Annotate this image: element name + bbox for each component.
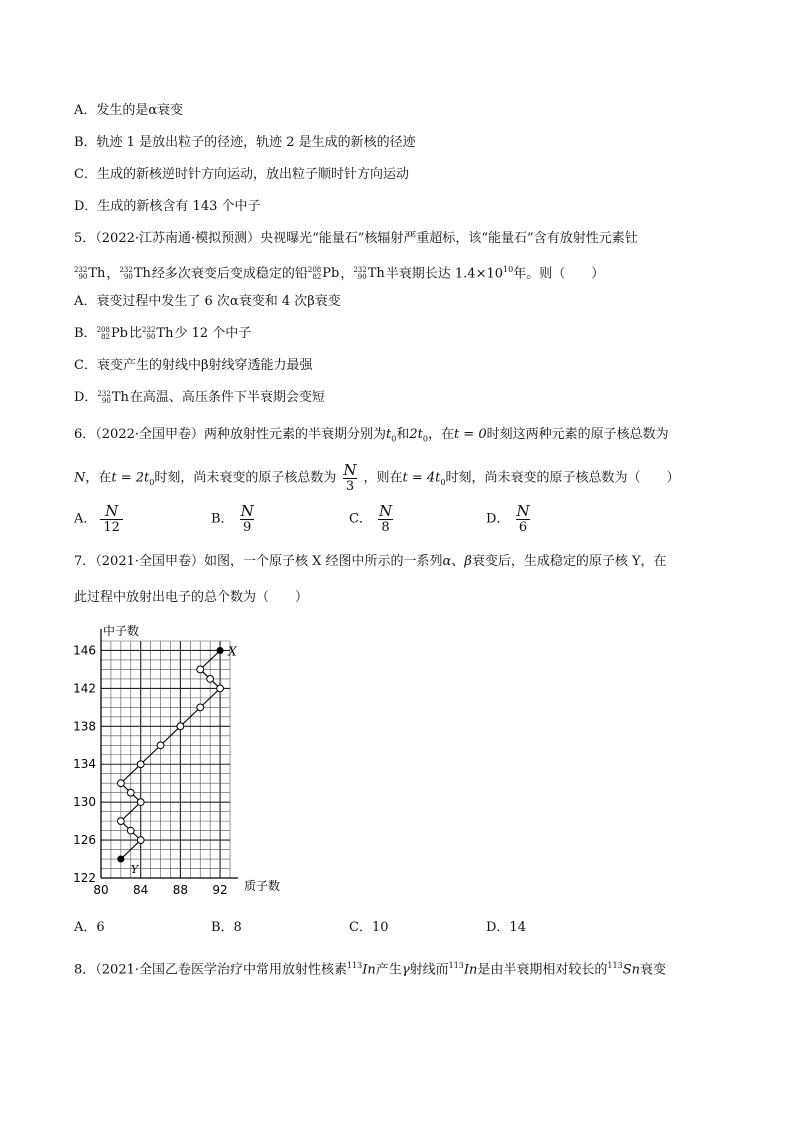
x-axis-label: 质子数 [244, 879, 281, 893]
q8-stem: 8．（2021·全国乙卷医学治疗中常用放射性核素$^{113}$In产生γ射线而$^{113}$In是由半衰期相对较长的$^{113}$Sn衰变 [74, 961, 666, 978]
y-tick-label: 138 [73, 719, 96, 734]
thorium-nuclide: 232 90 Th [119, 265, 151, 282]
thorium-nuclide: 232 90 Th [142, 325, 174, 341]
decay-point-marker [117, 780, 124, 787]
y-tick-label: 146 [73, 643, 96, 658]
q6-option-d: D． $\frac{N}{6}$ [486, 502, 530, 535]
q5-option-b: B． 208 82 Pb比 232 90 Th少 12 个中子 [74, 325, 252, 341]
q6-stem-line1: 6．（2022·全国甲卷）两种放射性元素的半衰期分别为$t_0$和$2t_0$，在t = 0时刻这两种元素的原子核总数为 [74, 427, 669, 444]
y-tick-label: 142 [73, 681, 96, 696]
decay-point-marker [197, 666, 204, 673]
decay-point-marker [177, 723, 184, 730]
q6-option-b: B． $\frac{N}{9}$ [211, 502, 254, 535]
q6-stem-line2: N，在$t = 2t_0$时刻，尚未衰变的原子核总数为 $\frac{N}{3}$ ，则在$t = 4t_0$时刻，尚未衰变的原子核总数为（ ） [74, 461, 680, 494]
q6-option-c: C． $\frac{N}{8}$ [349, 502, 393, 535]
fraction-n-over-3: $\frac{N}{3}$ [343, 461, 357, 494]
x-tick-label: 92 [212, 883, 228, 897]
x-tick-label: 84 [133, 883, 149, 897]
decay-point-marker [137, 761, 144, 768]
q5-option-d: D． 232 90 Th在高温、高压条件下半衰期会变短 [74, 389, 325, 405]
q4-option-d: D．生成的新核含有 143 个中子 [74, 199, 261, 214]
decay-point-marker [197, 704, 204, 711]
q6-option-a: A． $\frac{N}{12}$ [74, 503, 127, 535]
q4-option-b: B．轨迹 1 是放出粒子的径迹，轨迹 2 是生成的新核的径迹 [74, 135, 416, 150]
q5-option-a: A．衰变过程中发生了 6 次α衰变和 4 次β衰变 [74, 294, 341, 309]
q7-stem-line1: 7．（2021·全国甲卷）如图，一个原子核 X 经图中所示的一系列α、β衰变后，生成稳定的原子核 Y，在 [74, 554, 667, 569]
y-tick-label: 126 [73, 833, 96, 848]
point-label-y: Y [130, 863, 139, 877]
y-tick-label: 130 [73, 795, 96, 810]
thorium-nuclide: 232 90 Th [74, 265, 106, 282]
y-tick-label: 122 [73, 871, 96, 885]
x-tick-label: 80 [93, 883, 109, 897]
endpoint-marker [217, 647, 223, 653]
neutron-proton-chart [70, 620, 330, 910]
point-label-x: X [228, 644, 237, 659]
q7-option-b: B．8 [211, 920, 242, 935]
x-tick-label: 88 [172, 883, 189, 897]
decay-point-marker [217, 685, 224, 692]
decay-point-marker [117, 818, 124, 825]
y-axis-label: 中子数 [103, 624, 140, 638]
q7-option-c: C．10 [349, 920, 389, 935]
lead-nuclide: 208 82 Pb [96, 325, 129, 341]
decay-point-marker [137, 799, 144, 806]
q5-stem-line1: 5．（2022·江苏南通·模拟预测）央视曝光“能量石”核辐射严重超标，该“能量石”含有放射性元素钍 [74, 231, 638, 246]
decay-point-marker [157, 742, 164, 749]
q7-option-a: A．6 [74, 920, 105, 935]
decay-point-marker [207, 676, 214, 683]
q5-option-c: C．衰变产生的射线中β射线穿透能力最强 [74, 358, 313, 373]
q4-option-c: C．生成的新核逆时针方向运动，放出粒子顺时针方向运动 [74, 167, 409, 182]
q7-stem-line2: 此过程中放射出电子的总个数为（ ） [74, 590, 309, 605]
decay-point-marker [127, 789, 134, 796]
q5-stem-line2: 232 90 Th， 232 90 Th经多次衰变后变成稳定的铅 208 82 Pb， 232 90 Th半衰期长达 $1.4\times 10^{10}$年。则（ ） [74, 265, 605, 282]
endpoint-marker [118, 856, 124, 862]
q7-option-d: D．14 [486, 920, 526, 935]
thorium-nuclide: 232 90 Th [353, 265, 385, 282]
thorium-nuclide: 232 90 Th [97, 389, 129, 405]
lead-nuclide: 208 82 Pb [307, 265, 340, 282]
decay-point-marker [127, 827, 134, 834]
decay-point-marker [137, 837, 144, 844]
q4-option-a: A．发生的是α衰变 [74, 103, 184, 118]
y-tick-label: 134 [73, 757, 96, 772]
